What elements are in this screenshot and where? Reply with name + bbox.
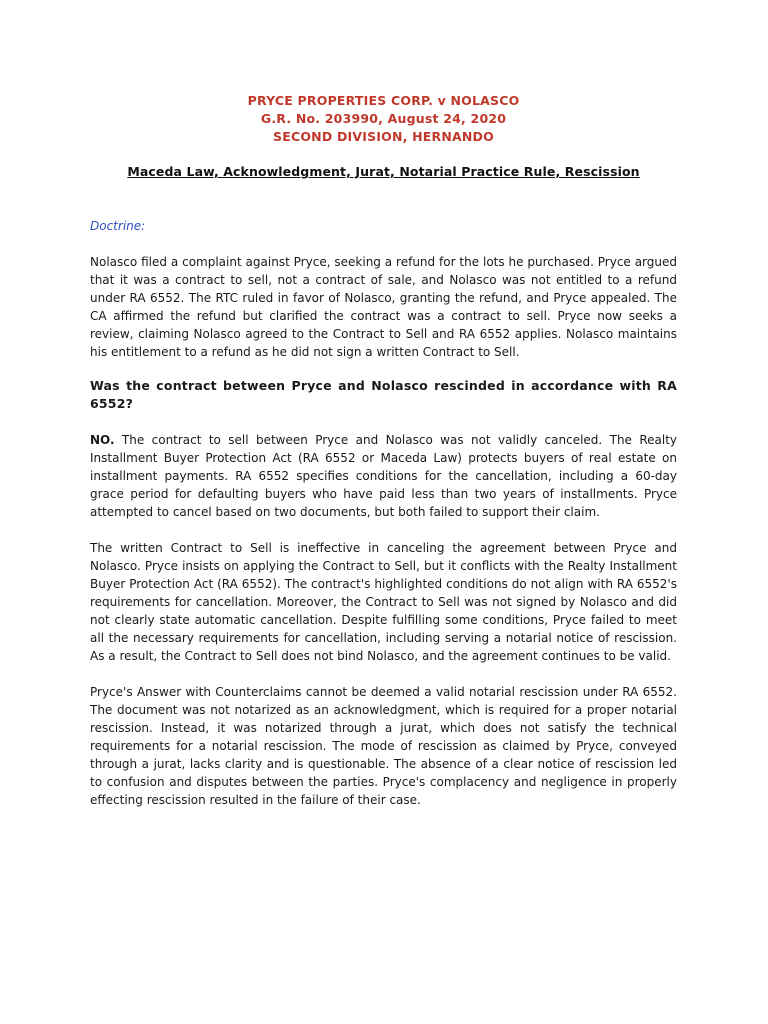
- division: SECOND DIVISION, HERNANDO: [273, 129, 494, 144]
- doctrine-label: Doctrine:: [90, 219, 146, 233]
- ruling-paragraph: The written Contract to Sell is ineffective in canceling the agreement between Pryce and Nolasco. Pryce insists on applying the Contract to Sell, but it conflicts with the Realty Installment Buyer Protection Act (RA 6552). The contract's highlighted conditions do not align with RA 6552's requirements for cancellation. Moreover, the Contract to Sell was not signed by Nolasco and did not clearly state automatic cancellation. Despite fulfilling some conditions, Pryce failed to meet all the necessary requirements for cancellation, including serving a notarial notice of rescission. As a result, the Contract to Sell does not bind Nolasco, and the agreement continues to be valid.: [90, 541, 677, 663]
- answer-verdict: NO.: [90, 433, 115, 447]
- issue-question: Was the contract between Pryce and Nolasco rescinded in accordance with RA 6552?: [90, 378, 677, 411]
- document-page: [90, 92, 677, 809]
- case-title: PRYCE PROPERTIES CORP. v NOLASCO: [247, 93, 520, 108]
- gr-number: G.R. No. 203990, August 24, 2020: [260, 111, 507, 126]
- case-header: [90, 92, 677, 146]
- facts-paragraph: Nolasco filed a complaint against Pryce, seeking a refund for the lots he purchased. Pryce argued that it was a contract to sell, not a contract of sale, and Nolasco was not entitled to a refund under RA 6552. The RTC ruled in favor of Nolasco, granting the refund, and Pryce appealed. The CA affirmed the refund but clarified the contract was a contract to sell. Pryce now seeks a review, claiming Nolasco agreed to the Contract to Sell and RA 6552 applies. Nolasco maintains his entitlement to a refund as he did not sign a written Contract to Sell.: [90, 255, 677, 359]
- answer-paragraph: [90, 431, 677, 521]
- answer-text: The contract to sell between Pryce and Nolasco was not validly canceled. The Realty Installment Buyer Protection Act (RA 6552 or Maceda Law) protects buyers of real estate on installment payments. RA 6552 specifies conditions for the cancellation, including a 60-day grace period for defaulting buyers who have paid less than two years of installments. Pryce attempted to cancel based on two documents, but both failed to support their claim.: [90, 433, 677, 519]
- topics-heading: Maceda Law, Acknowledgment, Jurat, Notarial Practice Rule, Rescission: [127, 164, 640, 179]
- ruling-paragraph: Pryce's Answer with Counterclaims cannot be deemed a valid notarial rescission under RA 6552. The document was not notarized as an acknowledgment, which is required for a proper notarial rescission. Instead, it was notarized through a jurat, which does not satisfy the technical requirements for a notarial rescission. The mode of rescission as claimed by Pryce, conveyed through a jurat, lacks clarity and is questionable. The absence of a clear notice of rescission led to confusion and disputes between the parties. Pryce's complacency and negligence in properly effecting rescission resulted in the failure of their case.: [90, 685, 677, 807]
